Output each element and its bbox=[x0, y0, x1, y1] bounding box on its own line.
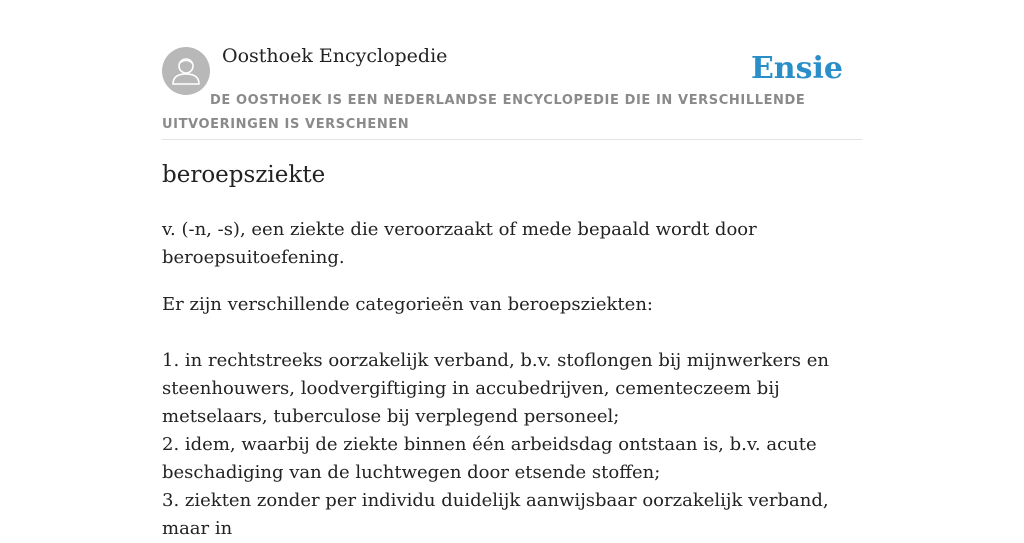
header-divider bbox=[162, 139, 862, 140]
list-item: 2. idem, waarbij de ziekte binnen één arbeidsdag ontstaan is, b.v. acute beschadiging van de luchtwegen door etsende stoffen; bbox=[162, 434, 817, 483]
entry-intro: Er zijn verschillende categorieën van beroepsziekten: bbox=[162, 294, 653, 315]
list-item: 1. in rechtstreeks oorzakelijk verband, b.v. stoflongen bij mijnwerkers en steenhouwers, loodvergiftiging in accubedrijven, cementeczeem bij metselaars, tuberculose bij verplegend personeel; bbox=[162, 350, 829, 427]
user-icon bbox=[162, 47, 210, 95]
entry-title: beroepsziekte bbox=[162, 162, 326, 188]
list-item: 3. ziekten zonder per individu duidelijk aanwijsbaar oorzakelijk verband, maar in bbox=[162, 490, 829, 539]
source-description: DE OOSTHOEK IS EEN NEDERLANDSE ENCYCLOPEDIE DIE IN VERSCHILLENDE UITVOERINGEN IS VERSCHENEN bbox=[162, 93, 806, 132]
source-name[interactable]: Oosthoek Encyclopedie bbox=[222, 45, 448, 67]
avatar[interactable] bbox=[162, 47, 210, 95]
entry-definition: v. (-n, -s), een ziekte die veroorzaakt of mede bepaald wordt door beroepsuitoefening. bbox=[162, 219, 757, 268]
brand-logo[interactable]: Ensie bbox=[750, 51, 843, 86]
category-list bbox=[162, 347, 862, 543]
